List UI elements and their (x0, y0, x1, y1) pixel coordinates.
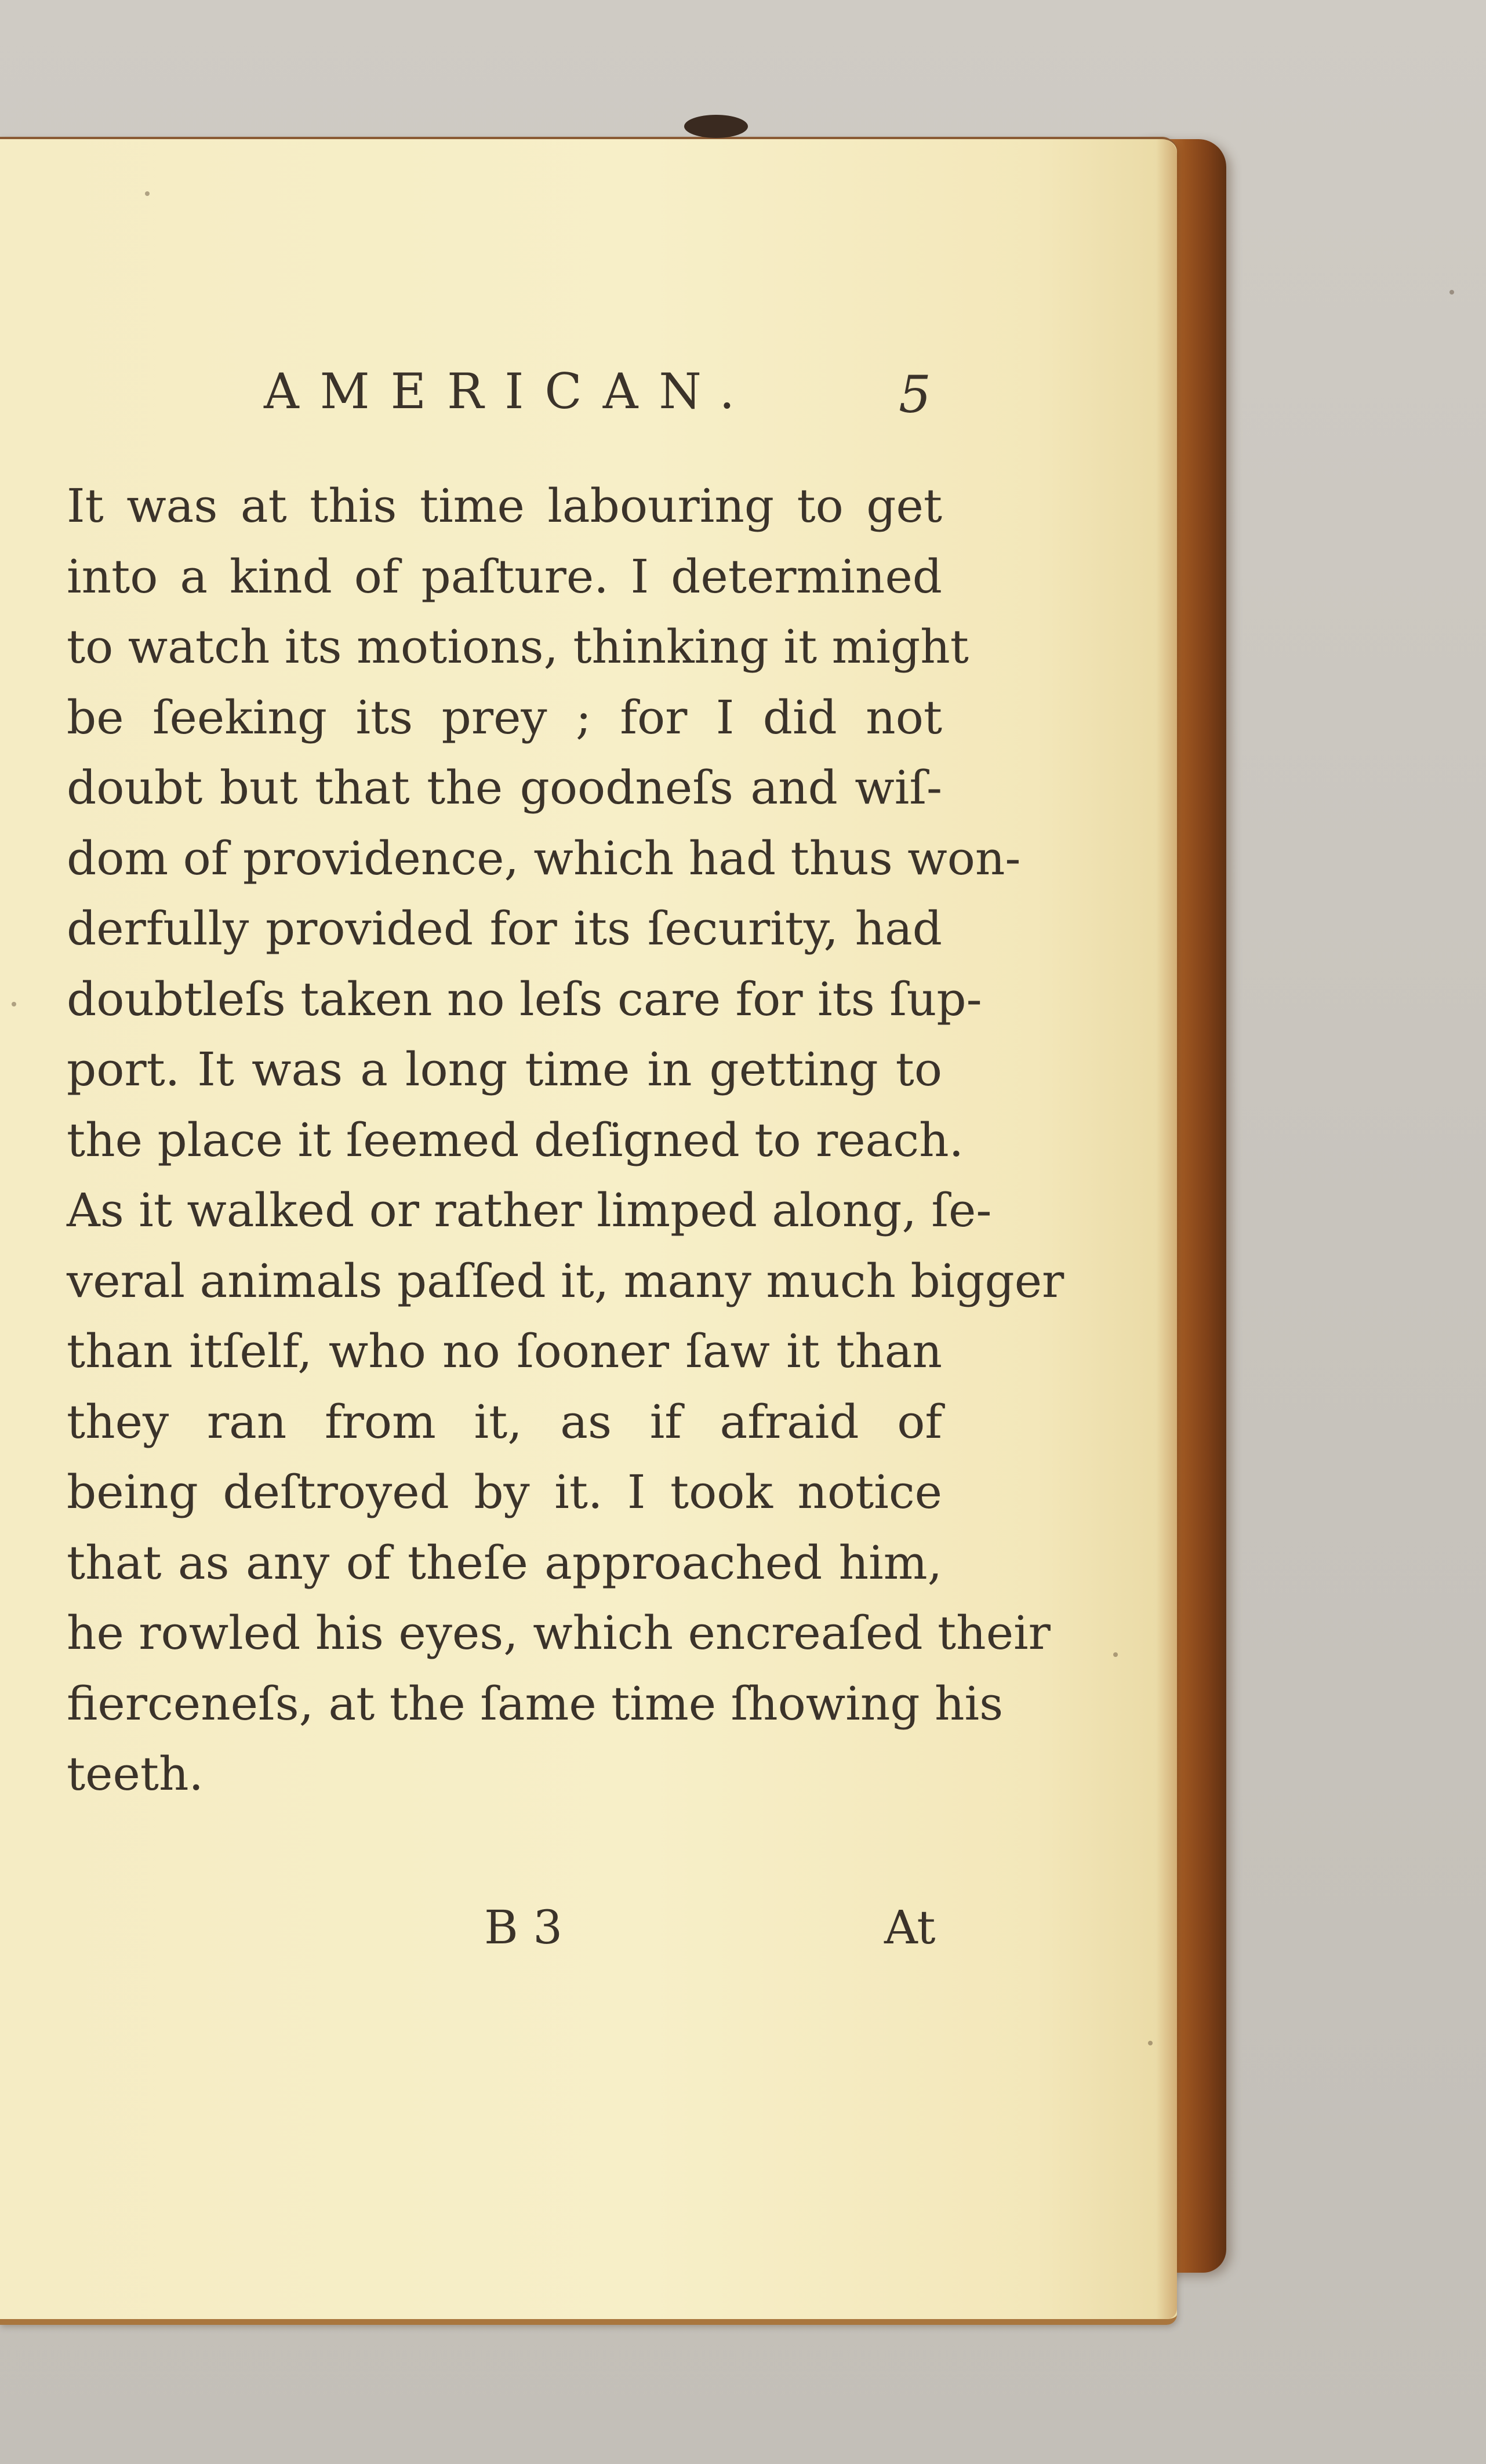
running-head (0, 359, 1177, 423)
paper-speck (1449, 290, 1454, 295)
text-line: be ſeeking its prey ; for I did not (67, 690, 942, 744)
text-line: to watch its motions, thinking it might (67, 620, 969, 674)
text-line: doubtleſs taken no leſs care for its ſup- (67, 972, 982, 1026)
text-line: As it walked or rather limped along, ſe- (67, 1183, 992, 1237)
page-footer (0, 1896, 1177, 1960)
text-line: fierceneſs, at the ſame time ſhowing his (67, 1676, 1004, 1731)
text-line: the place it ſeemed deſigned to reach. (67, 1113, 964, 1167)
catchword: At (884, 1900, 936, 1954)
page-number: 5 (899, 365, 931, 424)
text-line: into a kind of paſture. I determined (67, 549, 942, 604)
text-line: than itſelf, who no ſooner ſaw it than (67, 1324, 942, 1378)
binding-knob (684, 115, 748, 138)
paper-speck (145, 191, 150, 196)
text-line: derfully provided for its ſecurity, had (67, 902, 942, 955)
paper-speck (12, 1002, 16, 1006)
text-line: they ran from it, as if afraid of (67, 1394, 942, 1449)
text-line: he rowled his eyes, which encreaſed their (67, 1606, 1051, 1660)
text-line: veral animals paſſed it, many much bigger (67, 1253, 1064, 1308)
header-title: AMERICAN. (264, 363, 756, 420)
text-line: It was at this time labouring to get (67, 479, 942, 533)
body-text (67, 471, 1064, 1809)
text-line: that as any of theſe approached him, (67, 1535, 942, 1590)
signature-mark: B 3 (484, 1900, 563, 1954)
text-line-last: teeth. (67, 1747, 204, 1801)
paper-speck (1113, 1652, 1118, 1657)
text-line: dom of providence, which had thus won- (67, 831, 1021, 885)
text-line: port. It was a long time in getting to (67, 1042, 942, 1096)
text-line: doubt but that the goodneſs and wiſ- (67, 761, 942, 815)
text-line: being deſtroyed by it. I took notice (67, 1465, 942, 1519)
paper-speck (1148, 2041, 1153, 2045)
